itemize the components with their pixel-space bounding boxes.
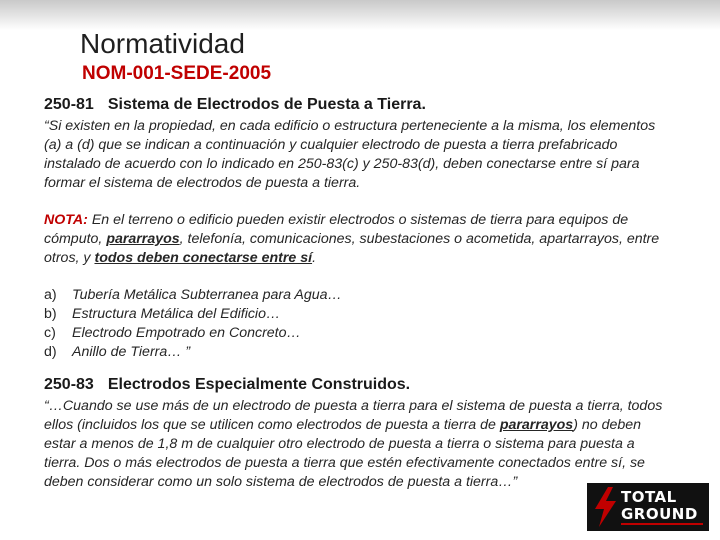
list-item-text: Tubería Metálica Subterranea para Agua… (72, 287, 342, 303)
list-item-text: Estructura Metálica del Edificio… (72, 306, 281, 322)
section-250-83-text-1: “…Cuando se use más de un electrodo de puesta a tierra para el sistema de puesta a tierra, todos ellos (incluidos los que se utilicen como electrodos de puesta a tierra de (44, 398, 663, 433)
lightning-bolt-icon (591, 487, 619, 527)
section-250-81-paragraph: “Si existen en la propiedad, en cada edificio o estructura perteneciente a la misma, los elementos (a) a (d) que se indican a continuación y cualquier electrodo de puesta a tierra prefabricado instalado de acuerdo con lo indicado en 250-83(c) y 250-83(d), deben conectarse entre sí para formar el sistema de electrodos de puesta a tierra. (44, 118, 656, 191)
nota-text-1: En el terreno o edificio pueden existir electrodos o sistemas de tierra para equipos de cómputo, (44, 212, 629, 247)
total-ground-logo (587, 483, 709, 531)
nota-label: NOTA: (44, 212, 88, 228)
logo-text-total: TOTAL (621, 488, 677, 506)
list-item-letter: c) (44, 325, 56, 341)
page-title: Normatividad (80, 28, 245, 59)
section-title: Electrodos Especialmente Construidos. (107, 376, 411, 393)
page-subtitle: NOM-001-SEDE-2005 (82, 63, 272, 84)
list-item (44, 286, 674, 305)
electrode-list (44, 286, 674, 362)
list-item-letter: a) (44, 287, 57, 303)
section-250-83-heading (44, 376, 674, 394)
list-item (44, 324, 674, 343)
section-number: 250-81 (44, 96, 94, 113)
list-item-text: Anillo de Tierra… ” (72, 344, 191, 360)
list-item-text: Electrodo Empotrado en Concreto… (72, 325, 301, 341)
list-item (44, 343, 674, 362)
nota-emphasis-pararrayos: pararrayos (106, 231, 180, 247)
nota-text-2: , telefonía, comunicaciones, subestaciones o acometida, apartarrayos, entre otros, y (44, 231, 660, 266)
section-250-83-paragraph (44, 397, 674, 492)
logo-text-ground: GROUND (621, 505, 698, 523)
nota-emphasis-conectarse: todos deben conectarse entre sí (94, 250, 313, 266)
list-item (44, 305, 674, 324)
section-250-83-text-2: ) no deben estar a menos de 1,8 m de cualquier otro electrodo de puesta a tierra o sistema para puesta a tierra. Dos o más electrodos de puesta a tierra que estén efectivamente conectados entre sí, se deben considerar como un solo sistema de electrodos de puesta a tierra…” (44, 417, 645, 490)
top-gradient-band (0, 0, 720, 30)
section-title: Sistema de Electrodos de Puesta a Tierra. (107, 96, 426, 113)
logo-underline (621, 523, 703, 525)
nota-text-3: . (312, 250, 317, 266)
content-area (44, 96, 674, 492)
list-item-letter: d) (44, 344, 57, 360)
list-item-letter: b) (44, 306, 57, 322)
nota-paragraph (44, 211, 674, 268)
section-250-83-emphasis: pararrayos (499, 417, 574, 433)
section-250-81-heading (44, 96, 674, 114)
section-number: 250-83 (44, 376, 94, 393)
